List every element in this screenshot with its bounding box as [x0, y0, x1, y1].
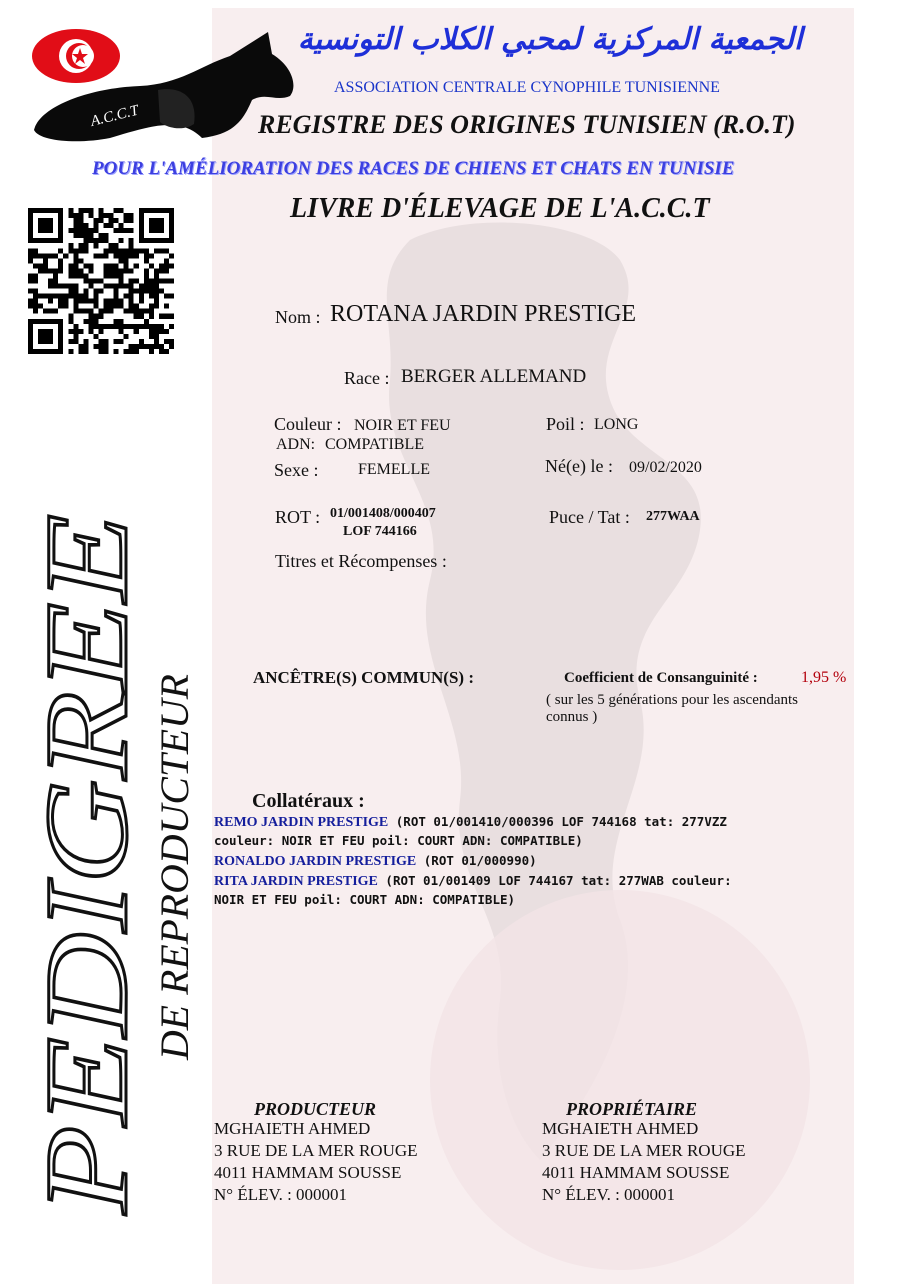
producteur-name: MGHAIETH AHMED	[214, 1119, 371, 1138]
proprietaire-city: 4011 HAMMAM SOUSSE	[542, 1163, 730, 1182]
poil-value: LONG	[594, 416, 639, 433]
titres-label: Titres et Récompenses :	[275, 551, 447, 571]
svg-text:PEDIGREE: PEDIGREE	[21, 643, 152, 1214]
ne-value: 09/02/2020	[629, 459, 702, 476]
arabic-title: الجمعية المركزية لمحبي الكلاب التونسية	[297, 22, 803, 57]
ne-label: Né(e) le :	[545, 456, 613, 476]
coef-note-line2: connus )	[546, 709, 598, 725]
puce-label: Puce / Tat :	[549, 507, 630, 527]
rot-value: 01/001408/000407	[330, 506, 436, 521]
puce-value: 277WAA	[646, 509, 700, 524]
producteur-address	[214, 1118, 418, 1206]
producteur-title: PRODUCTEUR	[254, 1099, 377, 1119]
collateral-details: (ROT 01/001409 LOF 744167 tat: 277WAB couleur:	[377, 873, 732, 888]
producteur-street: 3 RUE DE LA MER ROUGE	[214, 1141, 418, 1160]
amelioration-banner: POUR L'AMÉLIORATION DES RACES DE CHIENS ET CHATS EN TUNISIE	[92, 158, 735, 179]
collateral-name: RITA JARDIN PRESTIGE	[214, 874, 378, 889]
collateral-details: couleur: NOIR ET FEU poil: COURT ADN: COMPATIBLE)	[214, 833, 583, 848]
collateral-details: (ROT 01/000990)	[416, 853, 537, 868]
collateral-details: (ROT 01/001410/000396 LOF 744168 tat: 277VZZ	[388, 814, 727, 829]
race-label: Race :	[344, 368, 390, 388]
collateral-name: REMO JARDIN PRESTIGE	[214, 815, 389, 830]
association-name: ASSOCIATION CENTRALE CYNOPHILE TUNISIENNE	[334, 79, 720, 96]
sexe-value: FEMELLE	[358, 461, 430, 478]
coef-note-line1: ( sur les 5 générations pour les ascendants	[546, 692, 799, 708]
adn-label: ADN:	[276, 436, 316, 453]
producteur-elev: N° ÉLEV. : 000001	[214, 1185, 348, 1204]
nom-label: Nom :	[275, 307, 321, 327]
collateraux-title: Collatéraux :	[252, 790, 365, 812]
coef-label: Coefficient de Consanguinité :	[564, 670, 758, 686]
poil-label: Poil :	[546, 414, 585, 434]
nom-value: ROTANA JARDIN PRESTIGE	[330, 301, 637, 327]
coef-value: 1,95 %	[801, 669, 847, 686]
livre-title: LIVRE D'ÉLEVAGE DE L'A.C.C.T	[290, 193, 710, 224]
rot-label: ROT :	[275, 507, 321, 527]
proprietaire-elev: N° ÉLEV. : 000001	[542, 1185, 676, 1204]
proprietaire-address	[542, 1118, 746, 1206]
collateral-item	[214, 872, 732, 890]
race-value: BERGER ALLEMAND	[401, 366, 587, 387]
collateral-item	[214, 813, 727, 831]
pedigree-side-title	[21, 510, 152, 1216]
adn-value: COMPATIBLE	[325, 436, 424, 453]
producteur-city: 4011 HAMMAM SOUSSE	[214, 1163, 402, 1182]
qr-code-icon	[8, 196, 198, 382]
proprietaire-street: 3 RUE DE LA MER ROUGE	[542, 1141, 746, 1160]
collateral-item-continued	[214, 891, 515, 909]
proprietaire-title: PROPRIÉTAIRE	[566, 1099, 698, 1119]
lof-value: LOF 744166	[343, 524, 417, 539]
collateral-item-continued	[214, 832, 583, 850]
couleur-value: NOIR ET FEU	[354, 417, 451, 434]
collateral-details: NOIR ET FEU poil: COURT ADN: COMPATIBLE)	[214, 892, 516, 907]
proprietaire-name: MGHAIETH AHMED	[542, 1119, 699, 1138]
reproducteur-side-title	[152, 670, 196, 1062]
registre-title: REGISTRE DES ORIGINES TUNISIEN (R.O.T)	[258, 110, 796, 139]
svg-text:DE REPRODUCTEUR: DE REPRODUCTEUR	[152, 685, 197, 1060]
sexe-label: Sexe :	[274, 460, 319, 480]
svg-text:A.C.C.T: A.C.C.T	[89, 102, 141, 130]
tunisia-map-watermark-icon	[290, 200, 810, 1180]
collateral-item	[214, 852, 537, 870]
couleur-label: Couleur :	[274, 414, 342, 434]
ancetres-label: ANCÊTRE(S) COMMUN(S) :	[253, 668, 474, 687]
collateral-name: RONALDO JARDIN PRESTIGE	[214, 854, 417, 869]
